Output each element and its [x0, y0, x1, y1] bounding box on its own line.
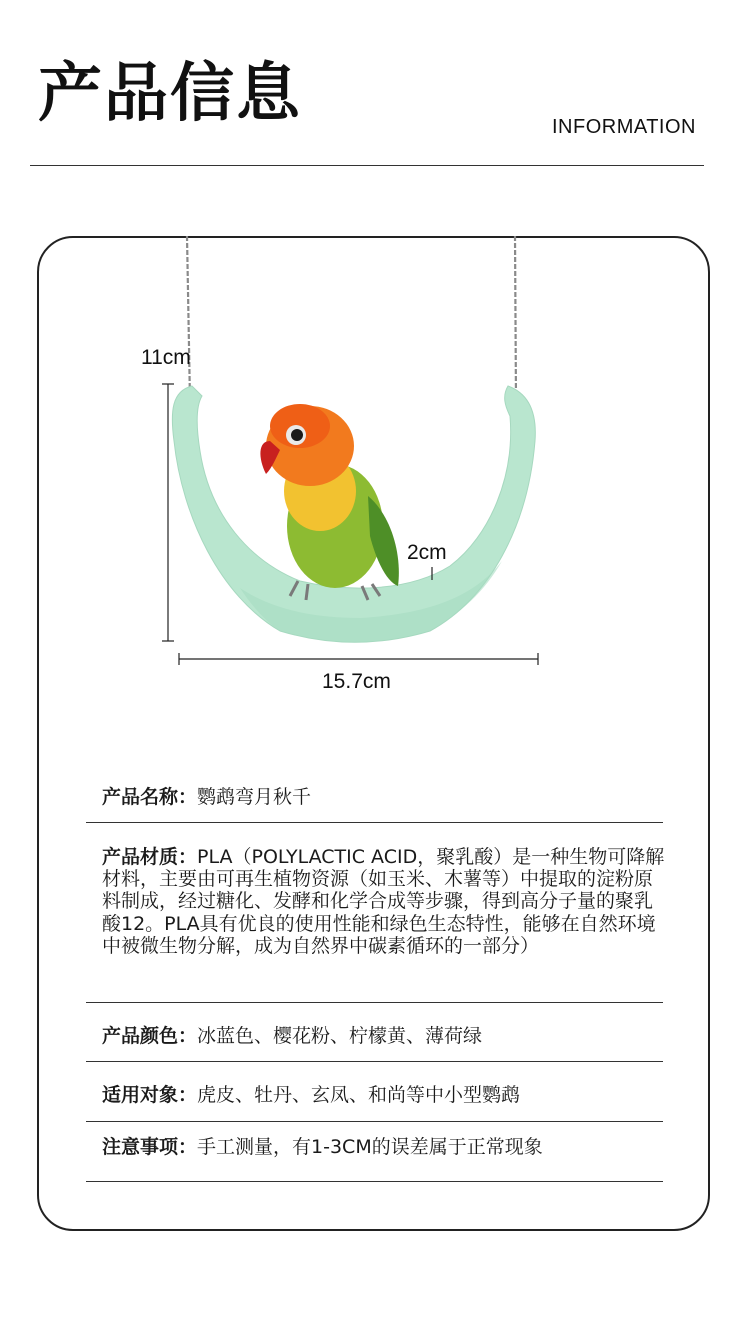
spec-value: 手工测量，有1-3CM的误差属于正常现象: [197, 1136, 543, 1158]
divider: [86, 1002, 663, 1003]
parrot: [260, 404, 398, 600]
product-image: [130, 236, 580, 706]
divider: [86, 1061, 663, 1062]
spec-row-target: [102, 1084, 668, 1106]
divider: [86, 1121, 663, 1122]
spec-label: 产品名称：: [102, 786, 198, 808]
page-subtitle: INFORMATION: [551, 116, 696, 138]
spec-row-name: [102, 786, 668, 808]
spec-label: 注意事项：: [102, 1136, 198, 1158]
divider: [86, 822, 663, 823]
spec-value: 鹦鹉弯月秋千: [197, 786, 312, 808]
page-title: 产品信息: [38, 57, 302, 131]
spec-value: PLA（POLYLACTIC ACID，聚乳酸）是一种生物可降解材料，主要由可再生植物资源（如玉米、木薯等）中提取的淀粉原料制成，经过糖化、发酵和化学合成等步骤，得到高分子量的聚乳酸12。PLA具有优良的使用性能和绿色生态特性，能够在自然环境中被微生物分解，成为自然界中碳素循环的一部分）: [102, 846, 665, 957]
spec-label: 产品材质：: [102, 846, 198, 868]
spec-label: 适用对象：: [102, 1084, 198, 1106]
spec-row-notes: [102, 1136, 668, 1158]
spec-value: 虎皮、牡丹、玄凤、和尚等中小型鹦鹉: [197, 1084, 521, 1106]
chain-left: [187, 236, 190, 401]
width-label: 15.7cm: [322, 670, 391, 693]
height-label: 11cm: [141, 346, 191, 369]
thickness-label: 2cm: [407, 541, 447, 564]
chain-right: [515, 236, 516, 401]
spec-row-colors: [102, 1025, 668, 1047]
spec-label: 产品颜色：: [102, 1025, 198, 1047]
divider: [86, 1181, 663, 1182]
header-divider: [30, 165, 704, 166]
spec-row-material: [102, 846, 668, 957]
spec-value: 冰蓝色、樱花粉、柠檬黄、薄荷绿: [197, 1025, 483, 1047]
